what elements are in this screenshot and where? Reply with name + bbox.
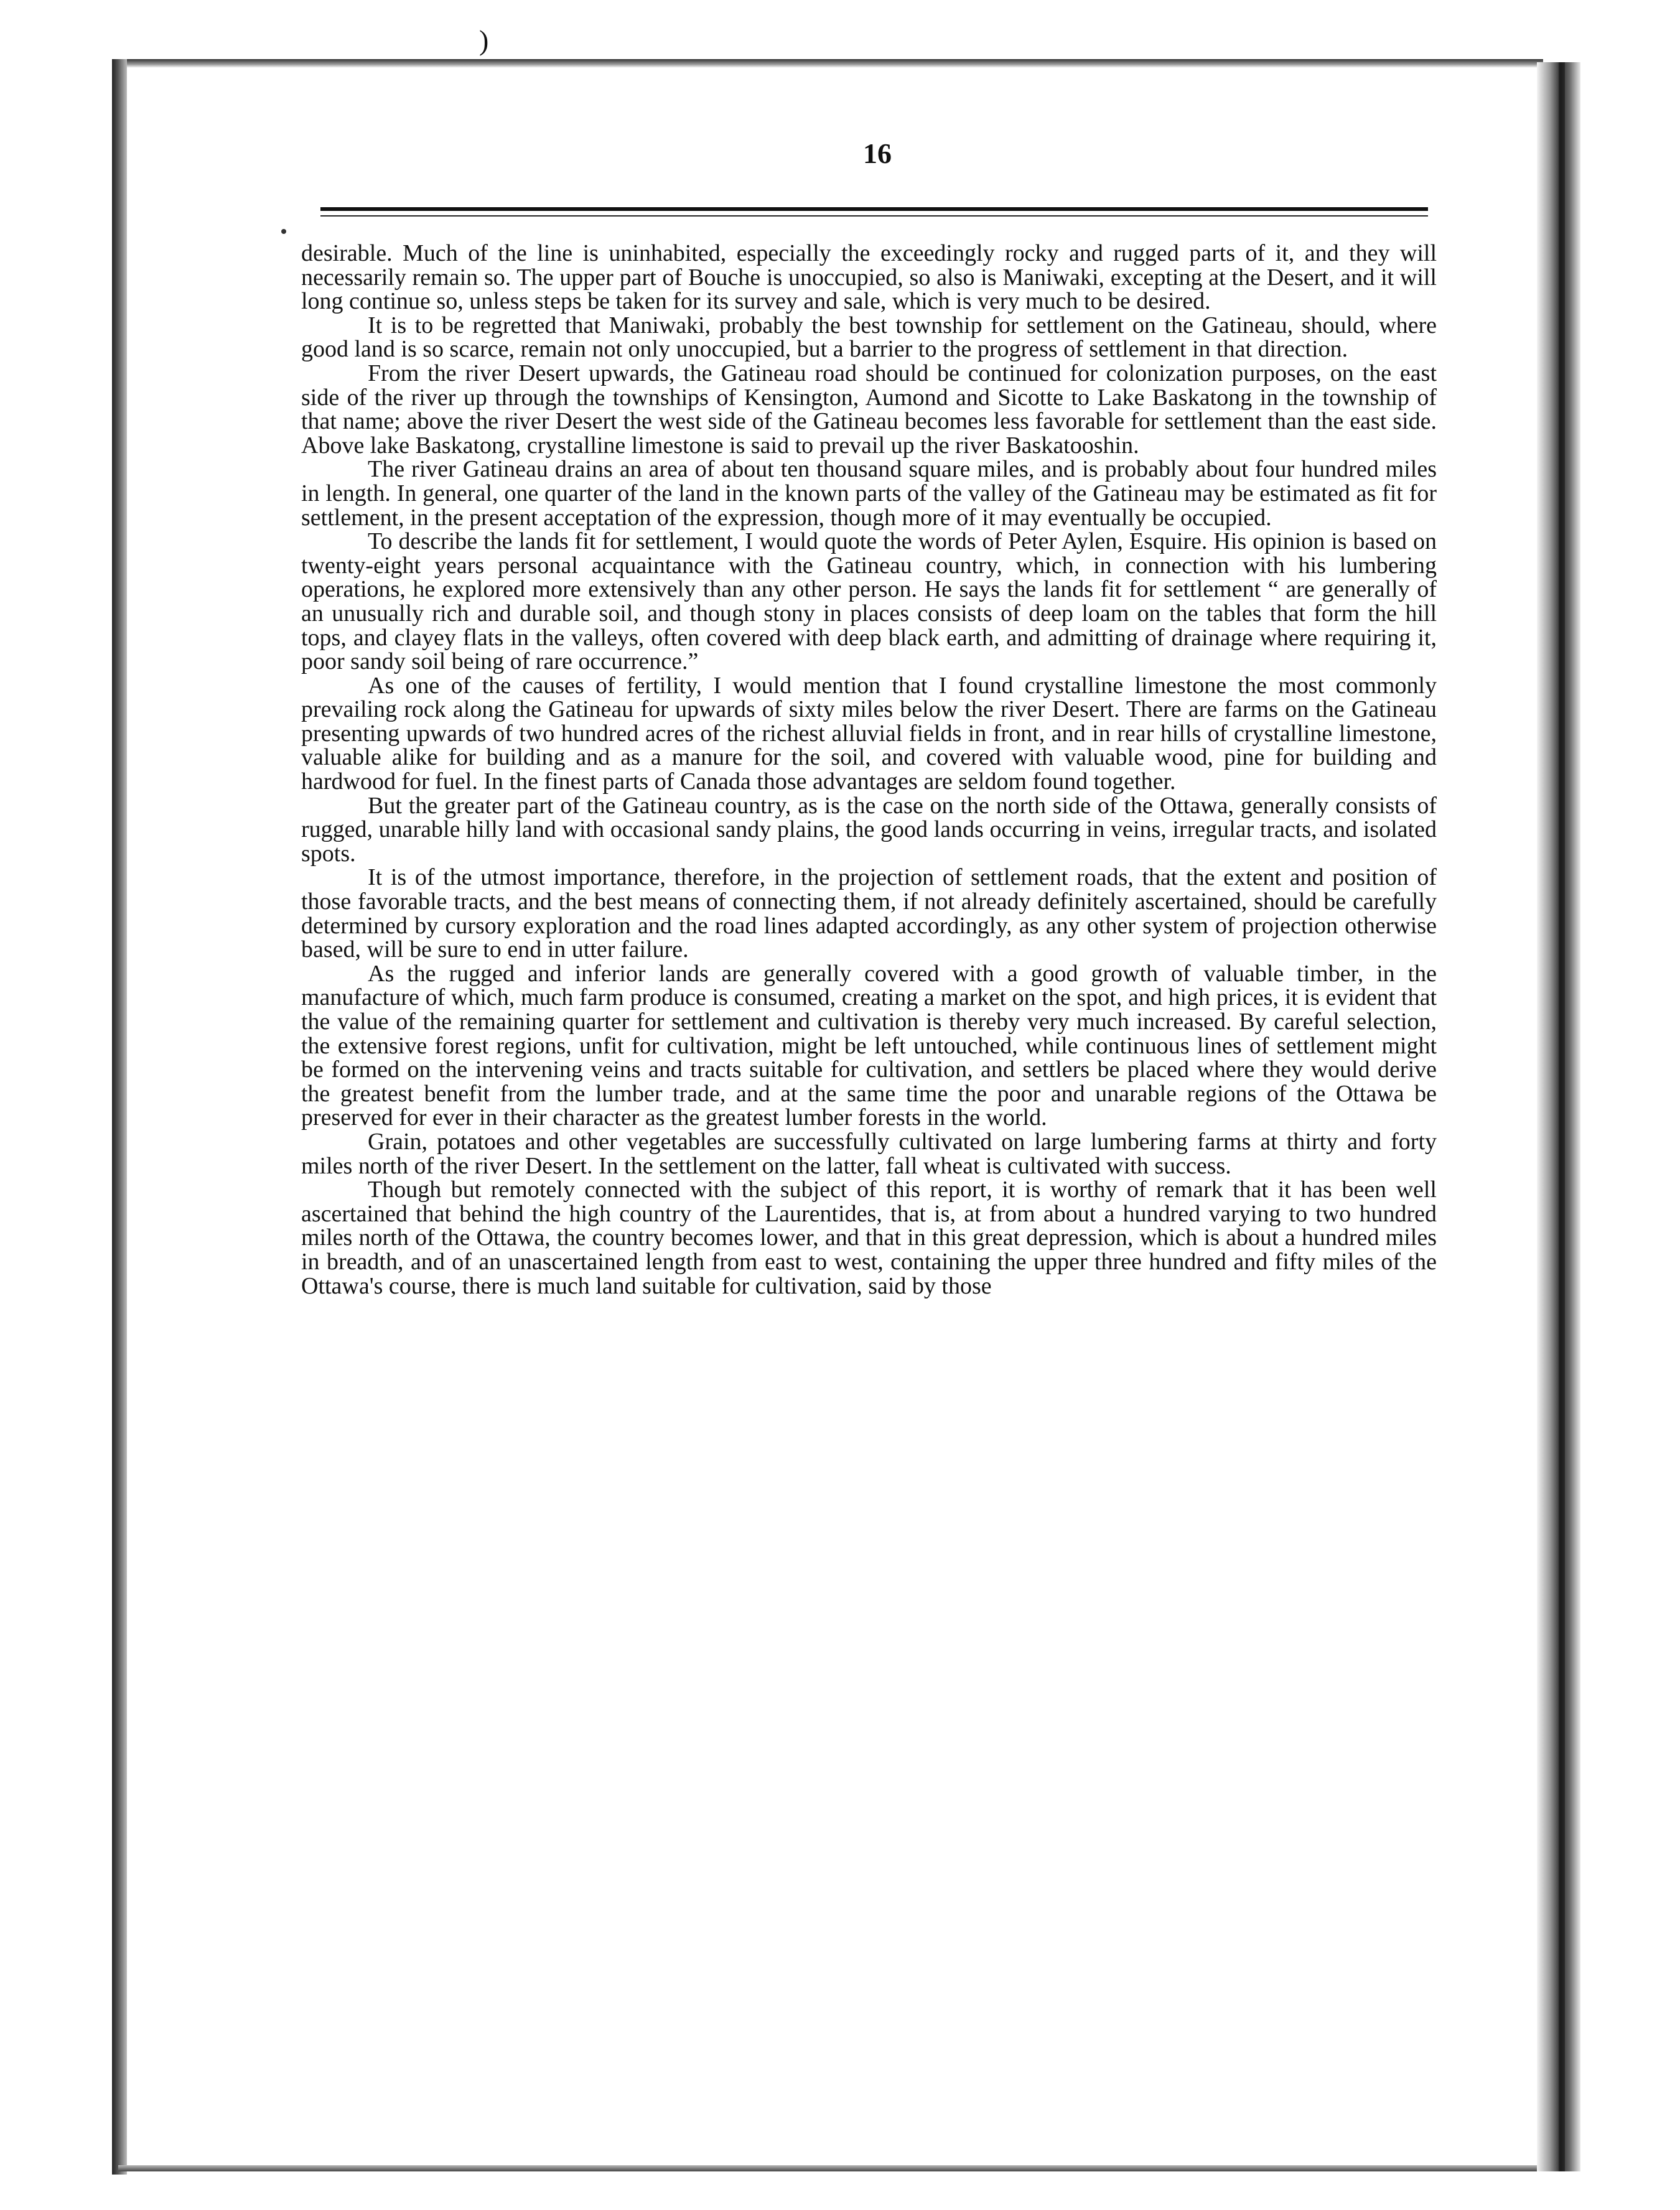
paragraph: The river Gatineau drains an area of about ten thousand square miles, and is probably about four hundred miles in length. In general, one quarter of the land in the known parts of the valley of the Gatineau may be estimated as fit for settlement, in the present acceptation of the expression, though more of it may eventually be occupied. xyxy=(301,456,1437,531)
paragraph: As the rugged and inferior lands are generally covered with a good growth of valuable timber, in the manufacture of which, much farm produce is consumed, creating a market on the spot, and high prices, it is evident that the value of the remaining quarter for settlement and cultivation is thereby very much increased. By careful selection, the extensive forest regions, unfit for cultivation, might be left untouched, while continuous lines of settlement might be formed on the intervening veins and tracts suitable for cultivation, and settlers be placed where they would derive the greatest benefit from the lumber trade, and at the same time the poor and unarable regions of the Ottawa be preserved for ever in their character as the greatest lumber forests in the world. xyxy=(301,960,1437,1131)
paragraph: It is of the utmost importance, therefore, in the projection of settlement roads, that the extent and position of those favorable tracts, and the best means of connecting them, if not already definitely ascertained, should be carefully determined by cursory exploration and the road lines adapted accordingly, as any other system of projection otherwise based, will be sure to end in utter failure. xyxy=(301,864,1437,963)
header-rule-thick xyxy=(320,207,1428,211)
paragraph: From the river Desert upwards, the Gatineau road should be continued for colonization purposes, on the east side of the river up through the townships of Kensington, Aumond and Sicotte to Lake Baskatong in the township of that name; above the river Desert the west side of the Gatineau becomes less favorable for settlement than the east side. Above lake Baskatong, crystalline limestone is said to prevail up the river Baskatooshin. xyxy=(301,360,1437,459)
corner-mark: ) xyxy=(479,24,489,56)
book-spine-shadow xyxy=(1559,62,1565,2171)
page-number: 16 xyxy=(863,138,892,169)
paragraph: To describe the lands fit for settlement, I would quote the words of Peter Aylen, Esquire. His opinion is based on twenty-eight years personal acquaintance with the Gatineau country, which, in connection with his lumbering operations, he explored more extensively than any other person. He says the lands fit for settlement “ are generally of an unusually rich and durable soil, and though stony in places consists of deep loam on the tables that form the hill tops, and clayey flats in the valleys, often covered with deep black earth, and admitting of drainage where requiring it, poor sandy soil being of rare occurrence.” xyxy=(301,528,1437,675)
page-top-edge xyxy=(112,59,1543,68)
page-bottom-edge xyxy=(118,2165,1543,2171)
body-text xyxy=(301,241,1437,1298)
paragraph: As one of the causes of fertility, I would mention that I found crystalline limestone the most commonly prevailing rock along the Gatineau for upwards of sixty miles below the river Desert. There are farms on the Gatineau presenting upwards of two hundred acres of the richest alluvial fields in front, and in rear hills of crystalline limestone, valuable alike for building and as a manure for the soil, and covered with valuable wood, pine for building and hardwood for fuel. In the finest parts of Canada those advantages are seldom found together. xyxy=(301,672,1437,795)
header-rule-thin xyxy=(320,215,1428,217)
stray-dot xyxy=(281,229,286,234)
paragraph: Grain, potatoes and other vegetables are successfully cultivated on large lumbering farms at thirty and forty miles north of the river Desert. In the settlement on the latter, fall wheat is cultivated with success. xyxy=(301,1128,1437,1179)
paragraph: But the greater part of the Gatineau country, as is the case on the north side of the Ottawa, generally consists of rugged, unarable hilly land with occasional sandy plains, the good lands occurring in veins, irregular tracts, and isolated spots. xyxy=(301,792,1437,867)
page-left-edge-shadow xyxy=(112,59,127,2175)
paragraph: desirable. Much of the line is uninhabited, especially the exceedingly rocky and rugged parts of it, and they will necessarily remain so. The upper part of Bouche is unoccupied, so also is Maniwaki, excepting at the Desert, and it will long continue so, unless steps be taken for its survey and sale, which is very much to be desired. xyxy=(301,240,1437,315)
paragraph: It is to be regretted that Maniwaki, probably the best township for settlement on the Gatineau, should, where good land is so scarce, remain not only unoccupied, but a barrier to the progress of settlement in that direction. xyxy=(301,312,1437,363)
paragraph: Though but remotely connected with the subject of this report, it is worthy of remark that it has been well ascertained that behind the high country of the Laurentides, that is, at from about a hundred varying to two hundred miles north of the Ottawa, the country becomes lower, and that in this great depression, which is about a hundred miles in breadth, and of an unascertained length from east to west, containing the upper three hundred and fifty miles of the Ottawa's course, there is much land suitable for cultivation, said by those xyxy=(301,1177,1437,1299)
